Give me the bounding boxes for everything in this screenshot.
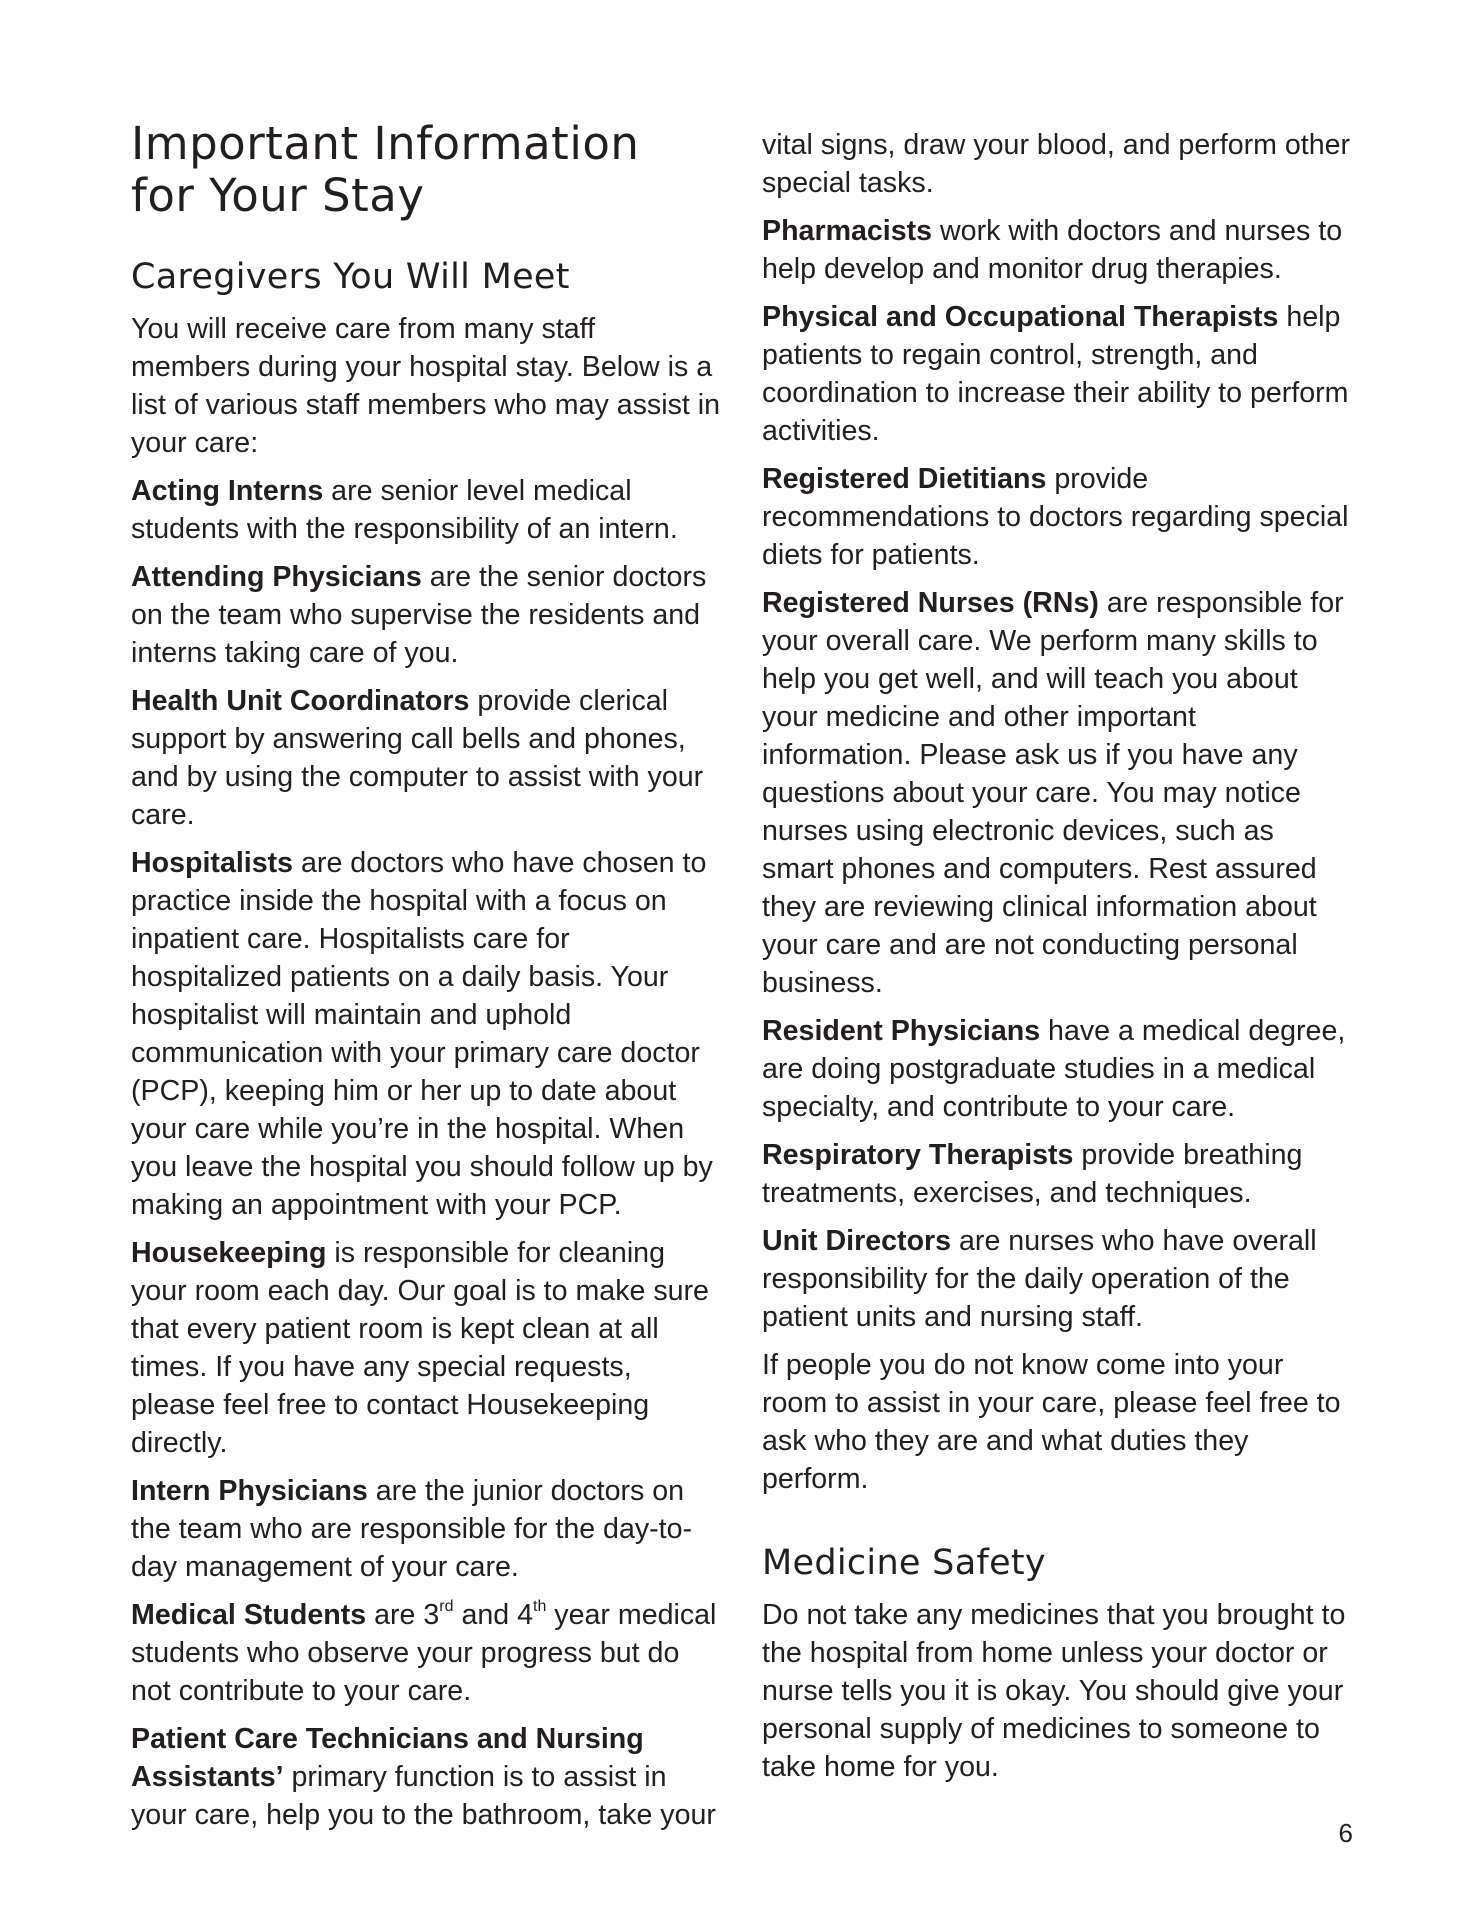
closing-paragraph: If people you do not know come into your room to assist in your care, please feel free to ask who they are and what duties they perform. <box>762 1349 1341 1495</box>
caregivers-heading: Caregivers You Will Meet <box>131 257 570 297</box>
caregiver-entry-resident-physicians <box>762 1012 1352 1126</box>
page-title-line-1: Important Information <box>131 117 640 170</box>
medicine-safety-heading: Medicine Safety <box>762 1543 1046 1583</box>
caregiver-term: Hospitalists <box>131 847 294 879</box>
caregiver-entry-intern-physicians <box>131 1472 721 1586</box>
caregiver-entry-registered-nurses <box>762 584 1352 1002</box>
caregiver-term: Intern Physicians <box>131 1475 368 1507</box>
caregiver-entry-housekeeping <box>131 1234 721 1462</box>
caregiver-entry-patient-care-technicians <box>131 1720 721 1834</box>
caregiver-desc: work with doctors and nurses to help develop and monitor drug therapies. <box>762 215 1343 285</box>
caregiver-entry-patient-care-technicians-continued: vital signs, draw your blood, and perform other special tasks. <box>762 129 1351 199</box>
medicine-safety-paragraph: Do not take any medicines that you brought to the hospital from home unless your doctor or nurse tells you it is okay. You should give your personal supply of medicines to someone to take home for you. <box>762 1599 1346 1783</box>
caregiver-entry-medical-students <box>131 1596 721 1710</box>
caregiver-entry-health-unit-coordinators <box>131 682 721 834</box>
caregiver-desc: is responsible for cleaning your room each day. Our goal is to make sure that every patient room is kept clean at all times. If you have any special requests, please feel free to contact Housekeeping directly. <box>131 1237 709 1459</box>
caregiver-desc: are responsible for your overall care. We perform many skills to help you get well, and will teach you about your medicine and other important information. Please ask us if you have any questions about your care. You may notice nurses using electronic devices, such as smart phones and computers. Rest assured they are reviewing clinical information about your care and are not conducting personal business. <box>762 587 1344 999</box>
caregiver-term: Attending Physicians <box>131 561 422 593</box>
caregiver-desc: are 3 <box>366 1599 440 1631</box>
caregiver-term: Acting Interns <box>131 475 324 507</box>
caregiver-entry-physical-occupational-therapists <box>762 298 1352 450</box>
caregiver-desc: provide recommendations to doctors regarding special diets for patients. <box>762 463 1349 571</box>
page-title-line-2: for Your Stay <box>131 169 425 222</box>
caregiver-entry-registered-dietitians <box>762 460 1352 574</box>
caregiver-term: Unit Directors <box>762 1225 952 1257</box>
caregiver-term: Resident Physicians <box>762 1015 1041 1047</box>
caregiver-entry-pharmacists <box>762 212 1352 288</box>
caregiver-term: Respiratory Therapists <box>762 1139 1074 1171</box>
caregiver-entry-respiratory-therapists <box>762 1136 1352 1212</box>
caregiver-term: Physical and Occupational Therapists <box>762 301 1279 333</box>
caregiver-entry-hospitalists <box>131 844 721 1224</box>
superscript: th <box>533 1598 547 1616</box>
caregiver-desc: help patients to regain control, strength, and coordination to increase their ability to perform activities. <box>762 301 1349 447</box>
caregiver-desc: provide clerical support by answering call bells and phones, and by using the computer to assist with your care. <box>131 685 704 831</box>
caregiver-desc: are doctors who have chosen to practice inside the hospital with a focus on inpatient care. Hospitalists care for hospitalized patients on a daily basis. Your hospitalist will maintain and uphold communication with your primary care doctor (PCP), keeping him or her up to date about your care while you’re in the hospital. When you leave the hospital you should follow up by making an appointment with your PCP. <box>131 847 713 1221</box>
caregiver-term: Housekeeping <box>131 1237 327 1269</box>
caregiver-term: Registered Dietitians <box>762 463 1047 495</box>
intro-paragraph: You will receive care from many staff members during your hospital stay. Below is a list of various staff members who may assist in your care: <box>131 313 721 459</box>
caregiver-entry-attending-physicians <box>131 558 721 672</box>
caregiver-term: Pharmacists <box>762 215 933 247</box>
left-column <box>131 118 721 1844</box>
caregiver-term: Registered Nurses (RNs) <box>762 587 1099 619</box>
right-column <box>762 126 1352 1796</box>
caregiver-desc: are senior level medical students with the responsibility of an intern. <box>131 475 678 545</box>
caregiver-desc: are the junior doctors on the team who are responsible for the day-to-day management of your care. <box>131 1475 693 1583</box>
caregiver-desc: are the senior doctors on the team who supervise the residents and interns taking care of you. <box>131 561 707 669</box>
caregiver-term: Patient Care Technicians and Nursing Assistants’ <box>131 1723 644 1793</box>
caregiver-entry-unit-directors <box>762 1222 1352 1336</box>
caregiver-term: Health Unit Coordinators <box>131 685 470 717</box>
caregiver-desc: year medical students who observe your progress but do not contribute to your care. <box>131 1599 717 1707</box>
superscript: rd <box>439 1598 454 1616</box>
page-number: 6 <box>1338 1818 1353 1848</box>
caregiver-desc: provide breathing treatments, exercises, and techniques. <box>762 1139 1303 1209</box>
caregiver-desc: are nurses who have overall responsibility for the daily operation of the patient units and nursing staff. <box>762 1225 1317 1333</box>
page-title <box>131 118 721 222</box>
caregiver-desc: and 4 <box>453 1599 534 1631</box>
caregiver-term: Medical Students <box>131 1599 367 1631</box>
caregiver-desc: have a medical degree, are doing postgraduate studies in a medical specialty, and contribute to your care. <box>762 1015 1346 1123</box>
caregiver-desc: primary function is to assist in your care, help you to the bathroom, take your <box>131 1761 716 1831</box>
caregiver-entry-acting-interns <box>131 472 721 548</box>
